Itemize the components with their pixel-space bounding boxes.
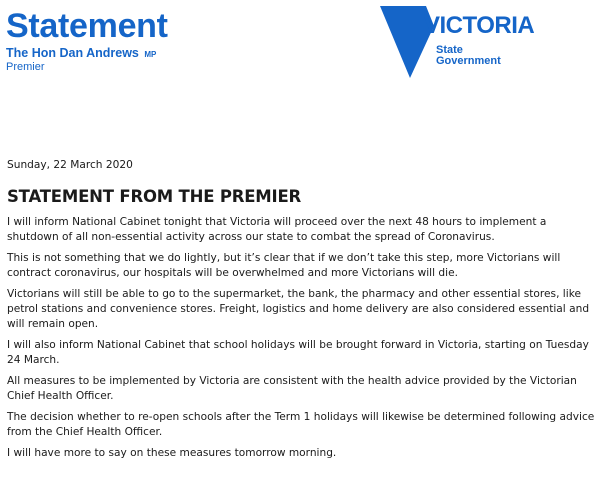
paragraph: All measures to be implemented by Victoria are consistent with the health advice provided by the Victorian Chief Health Officer. (7, 375, 577, 402)
paragraph: This is not something that we do lightly, but it’s clear that if we don’t take this step, more Victorians will contract coronavirus, our hospitals will be overwhelmed and more Victorians will die. (7, 252, 561, 279)
logo-state-text: State (436, 44, 463, 56)
statement-heading: Statement (6, 7, 168, 45)
paragraph: I will also inform National Cabinet that school holidays will be brought forward in Victoria, starting on Tuesday 24 March. (7, 339, 589, 366)
statement-date: Sunday, 22 March 2020 (7, 159, 133, 171)
minister-name: The Hon Dan Andrews (6, 46, 139, 60)
paragraph: Victorians will still be able to go to the supermarket, the bank, the pharmacy and other essential stores, like petrol stations and convenience stores. Freight, logistics and home delivery are also considered essential and will remain open. (7, 288, 590, 330)
minister-name-line (6, 46, 168, 60)
paragraph: The decision whether to re-open schools after the Term 1 holidays will likewise be determined following advice from the Chief Health Officer. (7, 411, 595, 438)
masthead (6, 8, 168, 73)
logo-wordmark: VICTORIA (424, 12, 535, 39)
minister-suffix: MP (144, 50, 157, 59)
paragraph: I will inform National Cabinet tonight that Victoria will proceed over the next 48 hours to implement a shutdown of all non-essential activity across our state to combat the spread of Coronavirus. (7, 216, 547, 243)
statement-title: STATEMENT FROM THE PREMIER (7, 187, 302, 206)
document-body (7, 158, 595, 467)
paragraph: I will have more to say on these measures tomorrow morning. (7, 447, 337, 459)
minister-role: Premier (6, 61, 45, 73)
victoria-state-government-logo (378, 4, 535, 82)
logo-government-text: Government (436, 55, 501, 67)
